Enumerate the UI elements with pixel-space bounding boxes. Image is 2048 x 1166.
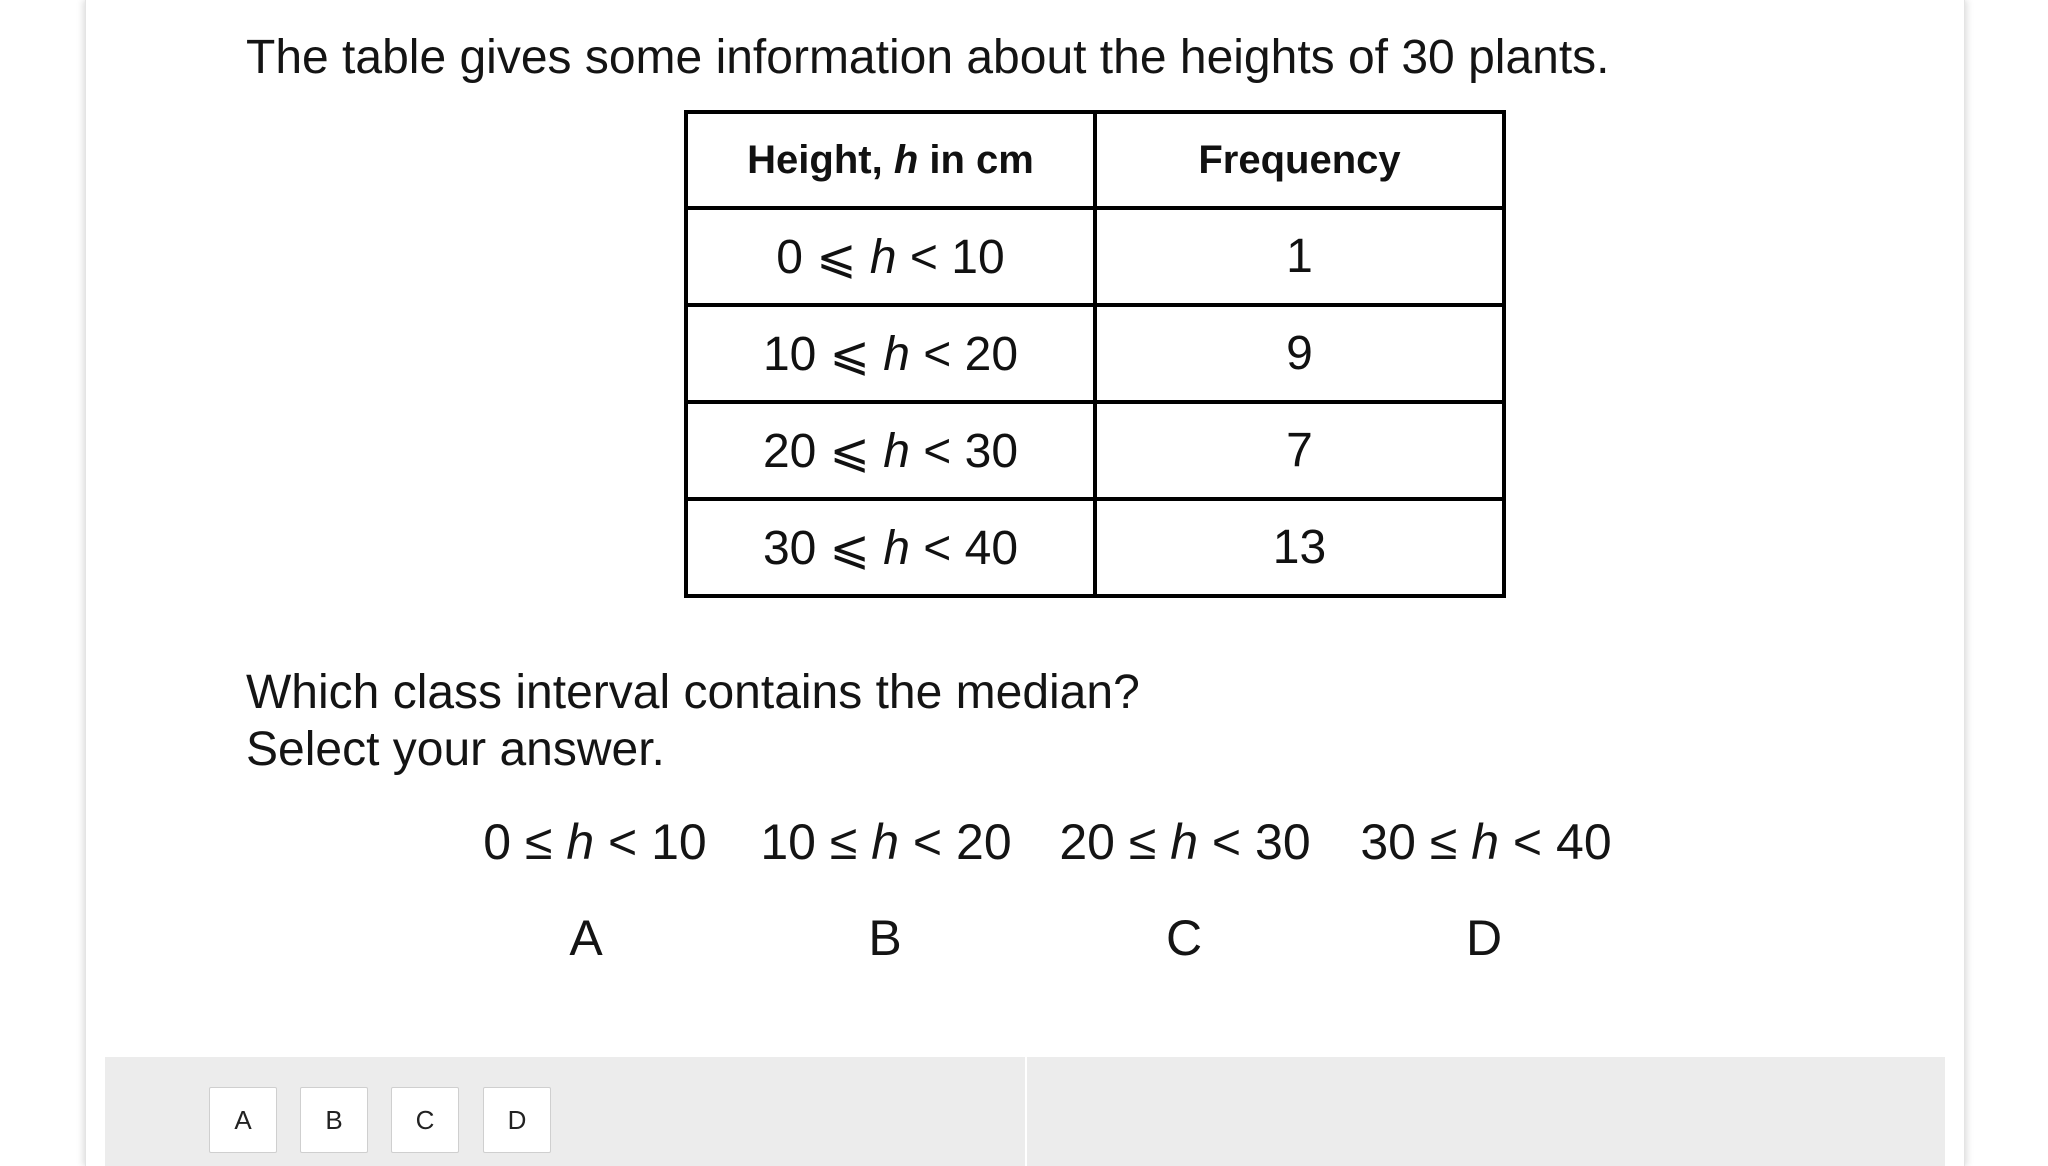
frequency-cell: 9 <box>1095 305 1504 402</box>
class-interval-cell: 20 ⩽ h < 30 <box>686 402 1095 499</box>
header-height: Height, h in cm <box>686 112 1095 208</box>
option-b-expression: 10 ≤ h < 20 <box>760 814 1012 870</box>
answer-button-d[interactable]: D <box>483 1087 551 1153</box>
frequency-cell: 13 <box>1095 499 1504 596</box>
select-instruction: Select your answer. <box>246 723 665 776</box>
option-d-expression: 30 ≤ h < 40 <box>1360 814 1612 870</box>
class-interval-cell: 10 ⩽ h < 20 <box>686 305 1095 402</box>
option-expressions <box>86 812 1964 872</box>
question-intro: The table gives some information about the heights of 30 plants. <box>246 31 1610 84</box>
table-row <box>686 208 1504 305</box>
option-c-expression: 20 ≤ h < 30 <box>1059 814 1311 870</box>
panel-divider <box>1025 1057 1027 1166</box>
answer-button-a[interactable]: A <box>209 1087 277 1153</box>
class-interval-cell: 0 ⩽ h < 10 <box>686 208 1095 305</box>
median-question: Which class interval contains the median? <box>246 666 1140 719</box>
answer-button-b[interactable]: B <box>300 1087 368 1153</box>
question-card <box>85 0 1965 1166</box>
table-row <box>686 305 1504 402</box>
option-a-letter: A <box>569 910 603 966</box>
table-header-row <box>686 112 1504 208</box>
table-row <box>686 402 1504 499</box>
header-frequency: Frequency <box>1095 112 1504 208</box>
answer-panel <box>105 1057 1945 1166</box>
frequency-cell: 7 <box>1095 402 1504 499</box>
answer-button-c[interactable]: C <box>391 1087 459 1153</box>
table-row <box>686 499 1504 596</box>
frequency-cell: 1 <box>1095 208 1504 305</box>
class-interval-cell: 30 ⩽ h < 40 <box>686 499 1095 596</box>
option-b-letter: B <box>868 910 902 966</box>
option-d-letter: D <box>1465 910 1503 966</box>
option-a-expression: 0 ≤ h < 10 <box>483 814 707 870</box>
option-c-letter: C <box>1165 910 1203 966</box>
frequency-table <box>684 110 1506 598</box>
